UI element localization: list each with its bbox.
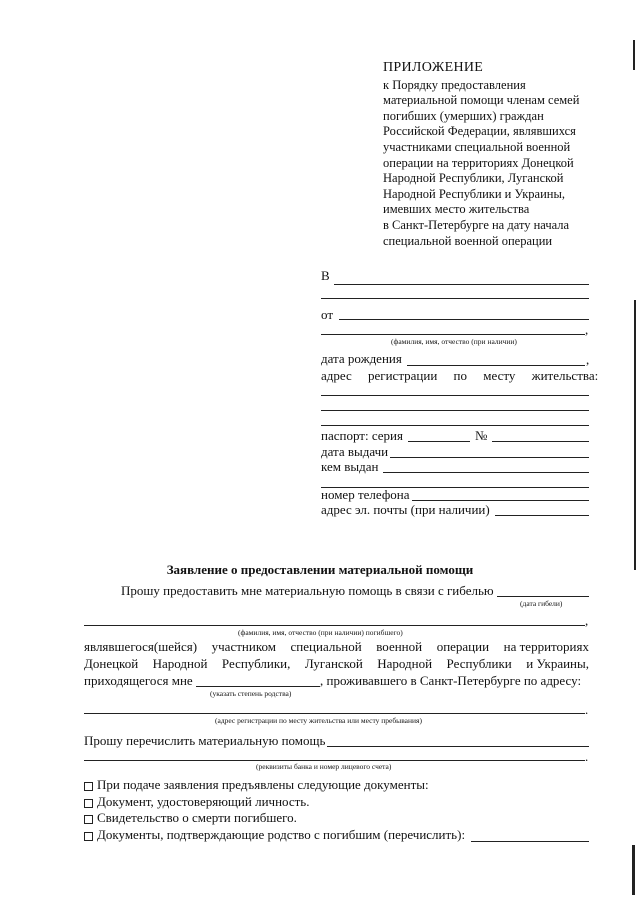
word: специальной — [290, 639, 362, 654]
registration-address-text: адрес регистрации по месту жительства: — [321, 368, 599, 383]
word: Республики — [446, 656, 512, 671]
issued-by-field[interactable] — [383, 472, 589, 473]
transfer-label: Прошу перечислить материальную помощь — [84, 733, 326, 748]
appendix-line: операции на территориях Донецкой — [383, 155, 574, 170]
statement-heading: Заявление о предоставлении материальной помощи — [166, 562, 474, 577]
request-line: Прошу предоставить мне материальную помощь в связи с гибелью — [121, 583, 494, 598]
death-date-hint: (дата гибели) — [520, 599, 563, 608]
deceased-address-field[interactable] — [84, 713, 585, 714]
passport-series-field[interactable] — [408, 441, 470, 442]
passport-number-label: № — [475, 428, 488, 443]
comma: , — [585, 322, 589, 337]
to-field[interactable] — [334, 284, 589, 285]
bank-details-field[interactable] — [327, 746, 589, 747]
word: Народной — [152, 656, 208, 671]
checklist-item: При подаче заявления предъявлены следующие документы: — [97, 777, 429, 792]
appendix-title: ПРИЛОЖЕНИЕ — [383, 60, 484, 75]
registration-address-label — [321, 368, 599, 384]
word: Луганской — [304, 656, 363, 671]
appendix-line: Народной Республики, Луганской — [383, 171, 564, 186]
appendix-line: специальной военной операции — [383, 233, 553, 248]
word: военной — [376, 639, 423, 654]
statement-body-line1 — [84, 639, 589, 655]
from-label: от — [321, 307, 334, 322]
death-date-field[interactable] — [497, 596, 589, 597]
checklist-item: Документы, подтверждающие родство с погибшим (перечислить): — [97, 827, 466, 842]
appendix-line: материальной помощи членам семей — [383, 93, 580, 108]
to-field-continued[interactable] — [321, 298, 589, 299]
phone-label: номер телефона — [321, 487, 410, 502]
bank-details-field-continued[interactable] — [84, 760, 585, 761]
email-field[interactable] — [495, 515, 589, 516]
word: операции — [436, 639, 490, 654]
phone-field[interactable] — [412, 500, 589, 501]
word: Народной — [377, 656, 433, 671]
registration-address-field[interactable] — [321, 425, 589, 426]
statement-body-line2 — [84, 656, 589, 672]
from-field-continued[interactable] — [321, 334, 585, 335]
email-label: адрес эл. почты (при наличии) — [321, 502, 490, 517]
bank-hint: (реквизиты банка и номер лицевого счета) — [256, 762, 392, 771]
checkbox[interactable] — [84, 782, 93, 791]
to-label: В — [321, 268, 330, 283]
issue-date-field[interactable] — [390, 457, 589, 458]
registration-address-field[interactable] — [321, 410, 589, 411]
kinship-label: приходящегося мне — [84, 673, 193, 688]
from-field[interactable] — [339, 319, 589, 320]
passport-series-label: паспорт: серия — [321, 428, 403, 443]
fio-hint: (фамилия, имя, отчество (при наличии) — [391, 337, 517, 346]
address-hint: (адрес регистрации по месту жительства или месту пребывания) — [215, 716, 422, 725]
period: . — [585, 749, 589, 764]
appendix-line: погибших (умерших) граждан — [383, 108, 544, 123]
word: и Украины, — [526, 656, 589, 671]
deceased-fio-field[interactable] — [84, 625, 585, 626]
word: участником — [211, 639, 276, 654]
deceased-fio-hint: (фамилия, имя, отчество (при наличии) погибшего) — [238, 628, 403, 637]
scan-edge-mark — [633, 40, 635, 70]
kinship-hint: (указать степень родства) — [210, 689, 292, 698]
scan-edge-mark — [632, 845, 635, 895]
kinship-field[interactable] — [196, 686, 320, 687]
birth-date-field[interactable] — [407, 365, 585, 366]
comma: , — [586, 352, 590, 367]
appendix-block — [383, 60, 579, 249]
period: . — [585, 702, 589, 717]
issue-date-label: дата выдачи — [321, 444, 389, 459]
word: Республики, — [221, 656, 291, 671]
appendix-line: к Порядку предоставления — [383, 77, 526, 92]
checklist-item: Документ, удостоверяющий личность. — [97, 794, 310, 809]
documents-list-field[interactable] — [471, 841, 589, 842]
residence-label: , проживавшего в Санкт-Петербурге по адресу: — [320, 673, 582, 688]
passport-number-field[interactable] — [492, 441, 589, 442]
appendix-line: имевших место жительства — [383, 202, 530, 217]
checkbox[interactable] — [84, 815, 93, 824]
appendix-line: в Санкт-Петербурге на дату начала — [383, 217, 570, 232]
issued-by-label: кем выдан — [321, 459, 379, 474]
word: Донецкой — [84, 656, 139, 671]
registration-address-field[interactable] — [321, 395, 589, 396]
comma: , — [585, 613, 589, 628]
appendix-line: Российской Федерации, являвшихся — [383, 124, 576, 139]
checklist-item: Свидетельство о смерти погибшего. — [97, 810, 297, 825]
word: на территориях — [503, 639, 589, 654]
checkbox[interactable] — [84, 832, 93, 841]
birth-date-label: дата рождения — [321, 351, 402, 366]
appendix-line: Народной Республики и Украины, — [383, 186, 566, 201]
word: являвшегося(шейся) — [84, 639, 198, 654]
scan-edge-mark — [634, 300, 636, 570]
checkbox[interactable] — [84, 799, 93, 808]
appendix-line: участниками специальной военной — [383, 139, 571, 154]
